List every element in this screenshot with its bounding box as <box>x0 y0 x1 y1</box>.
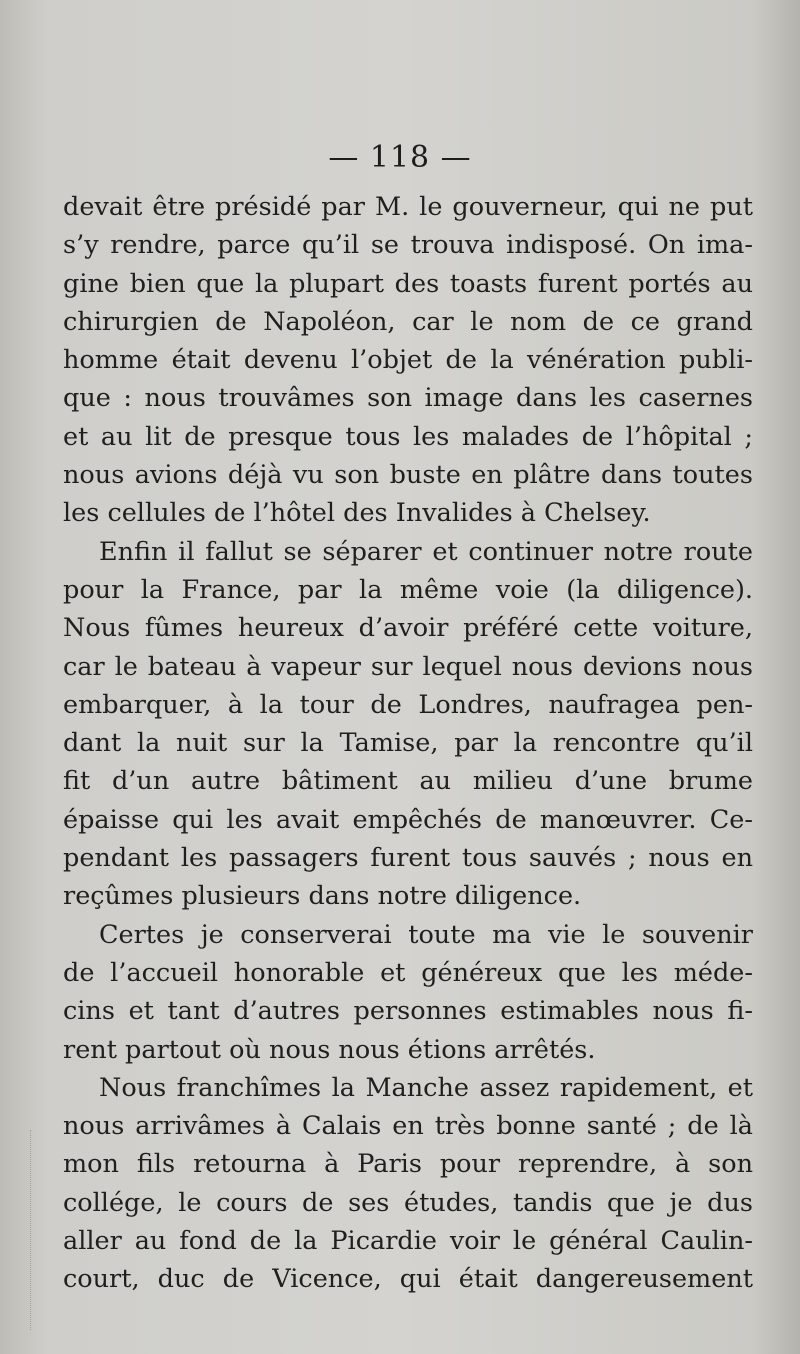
text-line: s’y rendre, parce qu’il se trouva indisposé. On ima- <box>63 230 753 261</box>
text-line: reçûmes plusieurs dans notre diligence. <box>63 881 582 912</box>
text-line: rent partout où nous nous étions arrêtés. <box>63 1034 596 1065</box>
page-number: — 118 — <box>328 140 472 175</box>
text-line: que : nous trouvâmes son image dans les casernes <box>63 383 753 414</box>
text-line: nous avions déjà vu son buste en plâtre dans toutes <box>63 460 753 491</box>
text-line: aller au fond de la Picardie voir le général Caulin- <box>63 1226 753 1257</box>
text-line: pour la France, par la même voie (la diligence). <box>63 574 753 605</box>
body-text <box>63 188 753 1299</box>
text-line: fit d’un autre bâtiment au milieu d’une brume <box>63 766 753 797</box>
text-line: embarquer, à la tour de Londres, naufragea pen- <box>63 689 753 720</box>
text-line: Nous franchîmes la Manche assez rapidement, et <box>99 1072 753 1103</box>
text-line: pendant les passagers furent tous sauvés ; nous en <box>63 843 753 874</box>
text-line: et au lit de presque tous les malades de l’hôpital ; <box>63 421 753 452</box>
margin-mark <box>30 1130 41 1330</box>
text-line: homme était devenu l’objet de la vénération publi- <box>63 345 753 376</box>
text-line: dant la nuit sur la Tamise, par la rencontre qu’il <box>63 728 753 759</box>
text-line: car le bateau à vapeur sur lequel nous devions nous <box>63 651 753 682</box>
text-line: Enfin il fallut se séparer et continuer notre route <box>99 536 753 567</box>
text-line: Nous fûmes heureux d’avoir préféré cette voiture, <box>63 613 753 644</box>
text-line: collége, le cours de ses études, tandis que je dus <box>63 1187 753 1218</box>
text-line: gine bien que la plupart des toasts furent portés au <box>63 268 753 299</box>
text-line: cins et tant d’autres personnes estimables nous fi- <box>63 996 753 1027</box>
text-line: Certes je conserverai toute ma vie le souvenir <box>99 919 753 950</box>
text-line: les cellules de l’hôtel des Invalides à Chelsey. <box>63 498 651 529</box>
text-line: court, duc de Vicence, qui était dangereusement <box>63 1264 753 1295</box>
text-line: de l’accueil honorable et généreux que les méde- <box>63 957 753 988</box>
text-line: nous arrivâmes à Calais en très bonne santé ; de là <box>63 1111 753 1142</box>
text-line: chirurgien de Napoléon, car le nom de ce grand <box>63 306 753 337</box>
text-line: mon fils retourna à Paris pour reprendre, à son <box>63 1149 753 1180</box>
text-line: devait être présidé par M. le gouverneur, qui ne put <box>63 192 753 222</box>
text-line: épaisse qui les avait empêchés de manœuvrer. Ce- <box>63 804 753 835</box>
